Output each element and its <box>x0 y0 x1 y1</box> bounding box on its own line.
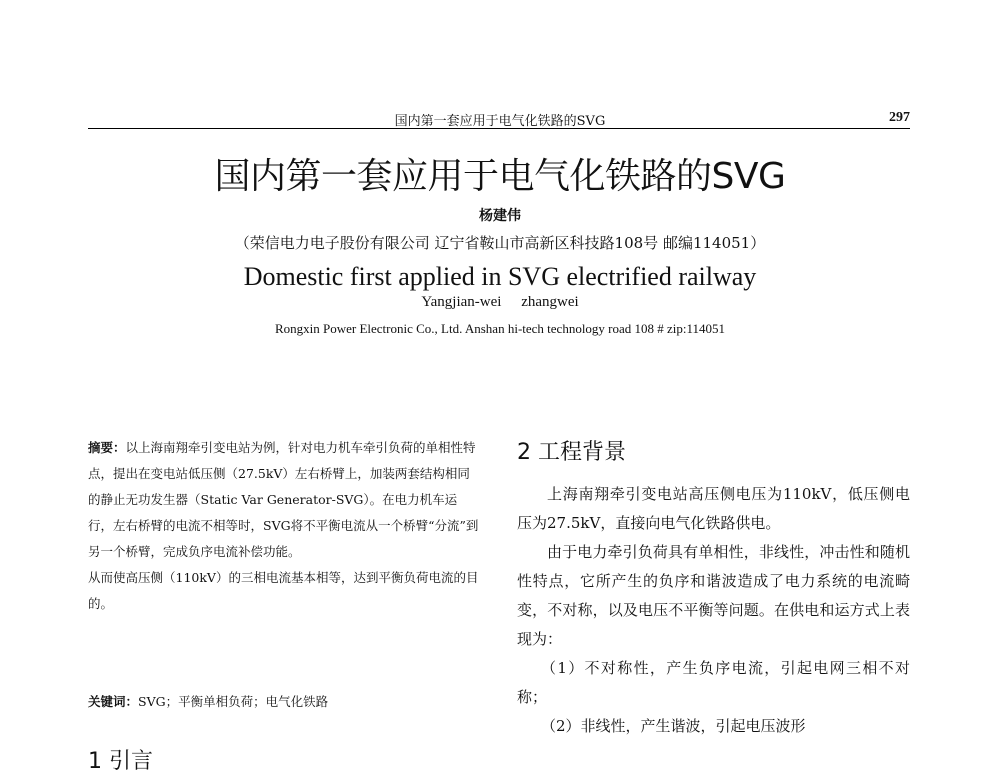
paper-title-en: Domestic first applied in SVG electrified railway <box>243 262 757 291</box>
abstract-label: 摘要： <box>88 440 126 455</box>
section-2 <box>517 435 910 741</box>
abstract <box>88 435 480 617</box>
section-1-heading: 1 引言 <box>88 749 153 774</box>
authors-en: Yangjian-wei zhangwei <box>421 294 579 310</box>
affiliation-cn: （荣信电力电子股份有限公司 辽宁省鞍山市高新区科技路108号 邮编114051） <box>234 234 766 252</box>
keywords-label: 关键词： <box>88 694 139 709</box>
author-cn: 杨建伟 <box>479 208 521 224</box>
header-rule <box>88 128 910 129</box>
section-2-paragraph-1: 上海南翔牵引变电站高压侧电压为110kV，低压侧电压为27.5kV，直接向电气化铁路供电。 <box>517 485 910 532</box>
section-2-paragraph-2: 由于电力牵引负荷具有单相性，非线性，冲击性和随机性特点，它所产生的负序和谐波造成了电力系统的电流畸变，不对称，以及电压不平衡等问题。在供电和运方式上表现为： <box>517 543 910 648</box>
keywords-text: SVG；平衡单相负荷；电气化铁路 <box>138 694 329 709</box>
section-2-item-2: （2）非线性，产生谐波，引起电压波形 <box>541 717 806 735</box>
section-2-heading: 2 工程背景 <box>517 440 626 465</box>
paper-title-cn: 国内第一套应用于电气化铁路的SVG <box>214 156 786 197</box>
affiliation-en: Rongxin Power Electronic Co., Ltd. Anshan hi-tech technology road 108 # zip:114051 <box>274 321 726 336</box>
running-title: 国内第一套应用于电气化铁路的SVG <box>394 114 606 129</box>
abstract-text-1: 以上海南翔牵引变电站为例，针对电力机车牵引负荷的单相性特点，提出在变电站低压侧（27.5kV）左右桥臂上，加装两套结构相同的静止无功发生器（Static Var Generator-SVG）。在电力机车运行，左右桥臂的电流不相等时，SVG将不平衡电流从一个桥臂“分流”到另一个桥臂，完成负序电流补偿功能。 <box>88 440 479 559</box>
keywords <box>88 692 480 710</box>
section-2-item-1: （1）不对称性，产生负序电流，引起电网三相不对称； <box>517 659 910 706</box>
page-number: 297 <box>889 110 910 125</box>
abstract-paragraph-2: 从而使高压侧（110kV）的三相电流基本相等，达到平衡负荷电流的目的。 <box>88 570 479 611</box>
abstract-paragraph-1 <box>88 435 480 565</box>
